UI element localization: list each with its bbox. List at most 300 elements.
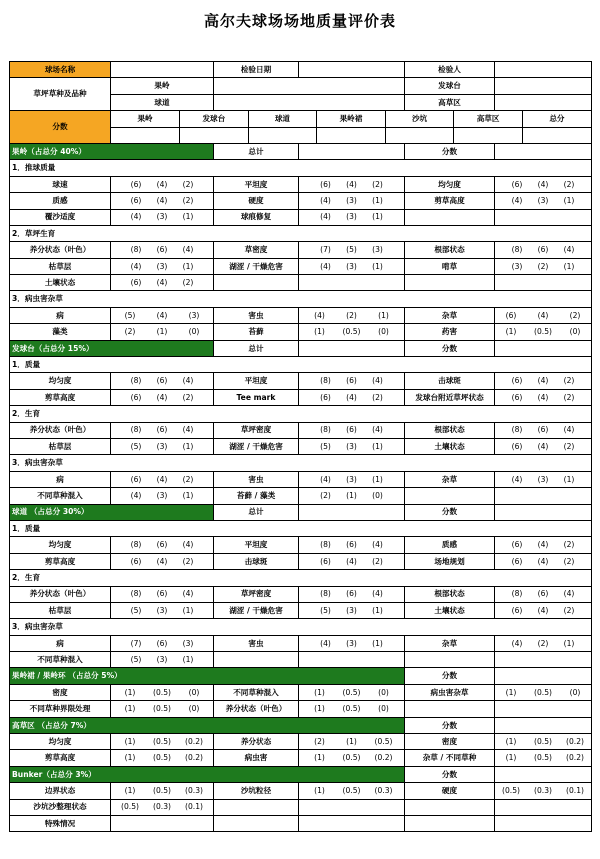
inspect-date-value[interactable] [299, 62, 405, 78]
course-name-value[interactable] [111, 62, 214, 78]
score-options[interactable] [299, 193, 405, 209]
score-option[interactable]: (3) [156, 654, 168, 664]
score-option[interactable]: (6) [511, 392, 523, 402]
score-option[interactable]: (6) [320, 556, 331, 566]
score-option[interactable]: (4) [372, 425, 383, 435]
score-option[interactable]: (0.5) [374, 736, 393, 746]
score-option[interactable]: (2) [563, 540, 575, 550]
score-options[interactable] [495, 553, 592, 569]
score-options[interactable] [299, 258, 405, 274]
score-options[interactable] [111, 242, 214, 258]
score-option[interactable]: (0.5) [152, 704, 171, 714]
score-option[interactable]: (1) [182, 441, 194, 451]
score-option[interactable]: (3) [156, 212, 168, 222]
score-option[interactable]: (2) [569, 310, 581, 320]
score-options[interactable] [111, 537, 214, 553]
score-option[interactable]: (6) [130, 392, 142, 402]
score-option[interactable]: (6) [156, 540, 168, 550]
rough-section-score-value[interactable] [495, 717, 592, 733]
score-option[interactable]: (6) [156, 638, 168, 648]
score-option[interactable]: (3) [537, 474, 549, 484]
special-value[interactable] [111, 815, 214, 831]
score-options[interactable] [111, 438, 214, 454]
score-option[interactable]: (8) [511, 245, 523, 255]
score-option[interactable]: (0) [188, 687, 200, 697]
score-options[interactable] [495, 324, 592, 340]
score-option[interactable]: (4) [372, 540, 383, 550]
score-option[interactable]: (5) [130, 605, 142, 615]
score-option[interactable]: (1) [372, 261, 383, 271]
score-option[interactable]: (0.5) [342, 753, 361, 763]
score-option[interactable]: (6) [511, 441, 523, 451]
score-option[interactable]: (1) [314, 687, 325, 697]
score-option[interactable]: (1) [182, 212, 194, 222]
score-options[interactable] [299, 324, 405, 340]
score-option[interactable]: (0.2) [184, 736, 203, 746]
score-options[interactable] [495, 750, 592, 766]
score-option[interactable]: (1) [314, 704, 325, 714]
score-option[interactable]: (1) [372, 212, 383, 222]
score-options[interactable] [111, 734, 214, 750]
score-option[interactable]: (0) [569, 327, 581, 337]
score-option[interactable]: (0.5) [533, 753, 552, 763]
score-option[interactable]: (4) [537, 605, 549, 615]
score-option[interactable]: (3) [346, 196, 357, 206]
score-option[interactable]: (4) [537, 556, 549, 566]
score-option[interactable]: (6) [346, 540, 357, 550]
score-option[interactable]: (2) [182, 179, 194, 189]
score-option[interactable]: (4) [563, 425, 575, 435]
score-option[interactable]: (2) [563, 179, 575, 189]
score-options[interactable] [111, 652, 214, 668]
score-option[interactable]: (0.3) [374, 786, 393, 796]
score-option[interactable]: (1) [182, 654, 194, 664]
score-option[interactable]: (0.3) [533, 786, 552, 796]
score-options[interactable] [299, 537, 405, 553]
score-option[interactable]: (2) [372, 179, 383, 189]
score-option[interactable]: (1) [182, 491, 194, 501]
score-options[interactable] [111, 422, 214, 438]
score-option[interactable]: (6) [156, 245, 168, 255]
score-option[interactable]: (4) [320, 474, 331, 484]
score-option[interactable]: (0.2) [184, 753, 203, 763]
score-options[interactable] [299, 389, 405, 405]
score-option[interactable]: (5) [130, 441, 142, 451]
score-option[interactable]: (1) [505, 753, 517, 763]
score-options[interactable] [111, 701, 214, 717]
score-option[interactable]: (0.2) [374, 753, 393, 763]
score-option[interactable]: (2) [182, 277, 194, 287]
score-option[interactable]: (3) [188, 310, 200, 320]
score-option[interactable]: (1) [124, 736, 136, 746]
score-option[interactable]: (4) [346, 179, 357, 189]
score-option[interactable]: (8) [320, 540, 331, 550]
score-options[interactable] [299, 471, 405, 487]
score-option[interactable]: (0.5) [533, 736, 552, 746]
score-options[interactable] [495, 258, 592, 274]
score-options[interactable] [299, 750, 405, 766]
score-options[interactable] [111, 750, 214, 766]
score-option[interactable]: (7) [130, 638, 142, 648]
score-option[interactable]: (2) [563, 605, 575, 615]
score-option[interactable]: (4) [156, 310, 168, 320]
score-option[interactable]: (3) [511, 261, 523, 271]
score-option[interactable]: (3) [156, 441, 168, 451]
score-option[interactable]: (4) [182, 425, 194, 435]
score-option[interactable]: (1) [563, 638, 575, 648]
score-option[interactable]: (1) [505, 327, 517, 337]
score-option[interactable]: (1) [314, 753, 325, 763]
score-options[interactable] [495, 438, 592, 454]
score-option[interactable]: (2) [563, 556, 575, 566]
score-option[interactable]: (1) [372, 441, 383, 451]
score-option[interactable]: (2) [124, 327, 136, 337]
score-option[interactable]: (0.5) [342, 786, 361, 796]
score-option[interactable]: (0) [188, 704, 200, 714]
score-option[interactable]: (0.2) [565, 736, 584, 746]
score-option[interactable]: (1) [346, 736, 357, 746]
bunker-section-score-value[interactable] [495, 766, 592, 782]
score-option[interactable]: (4) [537, 540, 549, 550]
score-option[interactable]: (6) [505, 310, 517, 320]
score-option[interactable]: (1) [124, 786, 136, 796]
score-option[interactable]: (8) [130, 245, 142, 255]
score-options[interactable] [111, 275, 214, 291]
score-option[interactable]: (1) [314, 327, 325, 337]
score-option[interactable]: (4) [346, 556, 357, 566]
score-option[interactable]: (2) [346, 310, 357, 320]
score-option[interactable]: (1) [505, 687, 517, 697]
score-options[interactable] [495, 635, 592, 651]
score-option[interactable]: (4) [537, 310, 549, 320]
score-option[interactable]: (6) [130, 474, 142, 484]
score-option[interactable]: (4) [130, 212, 142, 222]
score-options[interactable] [495, 193, 592, 209]
score-option[interactable]: (1) [563, 261, 575, 271]
tee-section-total-value[interactable] [299, 340, 405, 356]
collar-section-score-value[interactable] [495, 668, 592, 684]
score-option[interactable]: (4) [156, 556, 168, 566]
score-option[interactable]: (8) [130, 589, 142, 599]
score-option[interactable]: (4) [182, 245, 194, 255]
score-option[interactable]: (0.5) [342, 704, 361, 714]
score-option[interactable]: (0.5) [152, 753, 171, 763]
score-option[interactable]: (0.5) [342, 687, 361, 697]
score-option[interactable]: (0.5) [152, 687, 171, 697]
score-option[interactable]: (2) [182, 556, 194, 566]
score-option[interactable]: (4) [156, 392, 168, 402]
score-options[interactable] [111, 488, 214, 504]
score-option[interactable]: (2) [372, 556, 383, 566]
score-option[interactable]: (6) [130, 179, 142, 189]
score-options[interactable] [111, 176, 214, 192]
score-option[interactable]: (4) [563, 589, 575, 599]
score-option[interactable]: (4) [130, 491, 142, 501]
score-options[interactable] [495, 389, 592, 405]
green-section-score-value[interactable] [495, 143, 592, 159]
score-option[interactable]: (4) [372, 589, 383, 599]
score-option[interactable]: (4) [511, 474, 523, 484]
score-options[interactable] [299, 635, 405, 651]
header-sub-cell[interactable] [317, 128, 386, 143]
score-options[interactable] [111, 684, 214, 700]
score-option[interactable]: (4) [156, 196, 168, 206]
score-option[interactable]: (6) [537, 245, 549, 255]
score-option[interactable]: (4) [511, 638, 523, 648]
header-sub-cell[interactable] [522, 128, 591, 143]
score-options[interactable] [495, 537, 592, 553]
score-option[interactable]: (6) [130, 556, 142, 566]
score-option[interactable]: (1) [182, 605, 194, 615]
score-options[interactable] [111, 602, 214, 618]
score-option[interactable]: (0) [372, 491, 383, 501]
score-option[interactable]: (5) [124, 310, 136, 320]
score-options[interactable] [111, 783, 214, 799]
score-option[interactable]: (6) [346, 425, 357, 435]
score-option[interactable]: (6) [130, 277, 142, 287]
score-option[interactable]: (6) [511, 376, 523, 386]
score-option[interactable]: (0.5) [342, 327, 361, 337]
score-option[interactable]: (2) [537, 261, 549, 271]
score-option[interactable]: (1) [182, 261, 194, 271]
score-option[interactable]: (4) [130, 261, 142, 271]
score-options[interactable] [111, 209, 214, 225]
score-options[interactable] [111, 373, 214, 389]
score-option[interactable]: (6) [156, 589, 168, 599]
score-option[interactable]: (6) [156, 425, 168, 435]
turf-tee-value[interactable] [495, 78, 592, 94]
score-options[interactable] [111, 635, 214, 651]
score-option[interactable]: (1) [563, 474, 575, 484]
score-options[interactable] [111, 307, 214, 323]
score-option[interactable]: (4) [537, 376, 549, 386]
score-options[interactable] [495, 783, 592, 799]
score-option[interactable]: (4) [537, 179, 549, 189]
score-option[interactable]: (8) [320, 589, 331, 599]
score-option[interactable]: (1) [124, 704, 136, 714]
score-option[interactable]: (4) [182, 589, 194, 599]
score-options[interactable] [299, 586, 405, 602]
score-option[interactable]: (3) [182, 638, 194, 648]
score-option[interactable]: (8) [511, 589, 523, 599]
score-option[interactable]: (0) [569, 687, 581, 697]
score-option[interactable]: (6) [320, 392, 331, 402]
score-option[interactable]: (6) [346, 589, 357, 599]
score-option[interactable]: (4) [182, 376, 194, 386]
score-option[interactable]: (4) [320, 196, 331, 206]
score-option[interactable]: (4) [511, 196, 523, 206]
score-options[interactable] [299, 488, 405, 504]
score-options[interactable] [299, 422, 405, 438]
header-sub-cell[interactable] [180, 128, 249, 143]
score-options[interactable] [111, 586, 214, 602]
score-options[interactable] [299, 242, 405, 258]
score-option[interactable]: (0.5) [152, 736, 171, 746]
score-option[interactable]: (0) [378, 327, 389, 337]
score-option[interactable]: (3) [346, 212, 357, 222]
score-option[interactable]: (3) [372, 245, 383, 255]
score-option[interactable]: (6) [130, 196, 142, 206]
score-option[interactable]: (1) [124, 753, 136, 763]
score-option[interactable]: (0) [378, 704, 389, 714]
score-option[interactable]: (8) [130, 425, 142, 435]
score-option[interactable]: (0.3) [152, 802, 171, 812]
score-options[interactable] [111, 324, 214, 340]
score-option[interactable]: (8) [130, 540, 142, 550]
score-options[interactable] [299, 373, 405, 389]
score-options[interactable] [495, 373, 592, 389]
score-option[interactable]: (6) [320, 179, 331, 189]
score-options[interactable] [299, 602, 405, 618]
score-option[interactable]: (1) [378, 310, 389, 320]
score-options[interactable] [111, 258, 214, 274]
score-option[interactable]: (3) [346, 605, 357, 615]
score-option[interactable]: (2) [372, 392, 383, 402]
score-option[interactable]: (6) [511, 540, 523, 550]
score-option[interactable]: (6) [537, 425, 549, 435]
score-option[interactable]: (3) [156, 261, 168, 271]
score-option[interactable]: (2) [182, 474, 194, 484]
score-options[interactable] [495, 734, 592, 750]
score-option[interactable]: (2) [314, 736, 325, 746]
score-option[interactable]: (4) [320, 638, 331, 648]
score-option[interactable]: (2) [563, 376, 575, 386]
score-options[interactable] [495, 176, 592, 192]
score-option[interactable]: (3) [537, 196, 549, 206]
score-options[interactable] [299, 209, 405, 225]
score-option[interactable]: (3) [346, 441, 357, 451]
score-option[interactable]: (6) [511, 179, 523, 189]
score-option[interactable]: (4) [314, 310, 325, 320]
score-option[interactable]: (5) [320, 441, 331, 451]
turf-fairway-value[interactable] [214, 94, 405, 110]
score-option[interactable]: (1) [346, 491, 357, 501]
header-sub-cell[interactable] [248, 128, 317, 143]
score-options[interactable] [495, 471, 592, 487]
score-option[interactable]: (5) [130, 654, 142, 664]
score-option[interactable]: (5) [346, 245, 357, 255]
score-option[interactable]: (5) [320, 605, 331, 615]
score-option[interactable]: (8) [130, 376, 142, 386]
score-option[interactable]: (1) [156, 327, 168, 337]
score-options[interactable] [299, 553, 405, 569]
score-option[interactable]: (4) [563, 245, 575, 255]
score-options[interactable] [299, 307, 405, 323]
score-option[interactable]: (4) [182, 540, 194, 550]
score-option[interactable]: (3) [346, 474, 357, 484]
score-option[interactable]: (0.2) [565, 753, 584, 763]
score-options[interactable] [495, 307, 592, 323]
score-options[interactable] [495, 586, 592, 602]
score-option[interactable]: (4) [156, 474, 168, 484]
score-option[interactable]: (4) [156, 179, 168, 189]
score-option[interactable]: (6) [511, 605, 523, 615]
score-options[interactable] [111, 389, 214, 405]
score-option[interactable]: (0.3) [184, 786, 203, 796]
score-options[interactable] [299, 684, 405, 700]
score-option[interactable]: (8) [511, 425, 523, 435]
score-option[interactable]: (4) [537, 441, 549, 451]
score-option[interactable]: (1) [563, 196, 575, 206]
score-options[interactable] [111, 799, 214, 815]
score-option[interactable]: (1) [314, 786, 325, 796]
score-options[interactable] [495, 422, 592, 438]
turf-green-value[interactable] [214, 78, 405, 94]
score-option[interactable]: (4) [156, 277, 168, 287]
score-options[interactable] [495, 684, 592, 700]
score-option[interactable]: (0.1) [565, 786, 584, 796]
score-option[interactable]: (6) [511, 556, 523, 566]
header-sub-cell[interactable] [385, 128, 454, 143]
score-option[interactable]: (0.5) [533, 687, 552, 697]
score-option[interactable]: (6) [537, 589, 549, 599]
score-options[interactable] [299, 176, 405, 192]
score-option[interactable]: (0) [188, 327, 200, 337]
score-options[interactable] [111, 553, 214, 569]
score-option[interactable]: (0.5) [152, 786, 171, 796]
score-option[interactable]: (1) [372, 638, 383, 648]
score-option[interactable]: (0.5) [533, 327, 552, 337]
score-option[interactable]: (1) [372, 474, 383, 484]
fairway-section-score-value[interactable] [495, 504, 592, 520]
fairway-section-total-value[interactable] [299, 504, 405, 520]
score-option[interactable]: (1) [372, 605, 383, 615]
score-option[interactable]: (0) [378, 687, 389, 697]
score-option[interactable]: (4) [320, 212, 331, 222]
score-options[interactable] [111, 193, 214, 209]
score-option[interactable]: (7) [320, 245, 331, 255]
score-option[interactable]: (0.5) [120, 802, 139, 812]
score-option[interactable]: (0.1) [184, 802, 203, 812]
score-option[interactable]: (6) [156, 376, 168, 386]
score-option[interactable]: (1) [124, 687, 136, 697]
score-option[interactable]: (2) [182, 196, 194, 206]
score-option[interactable]: (1) [372, 196, 383, 206]
header-sub-cell[interactable] [454, 128, 523, 143]
score-option[interactable]: (2) [563, 392, 575, 402]
score-option[interactable]: (3) [156, 605, 168, 615]
score-options[interactable] [495, 602, 592, 618]
score-option[interactable]: (6) [346, 376, 357, 386]
score-option[interactable]: (2) [563, 441, 575, 451]
tee-section-score-value[interactable] [495, 340, 592, 356]
score-options[interactable] [495, 242, 592, 258]
score-option[interactable]: (4) [372, 376, 383, 386]
score-options[interactable] [299, 783, 405, 799]
score-option[interactable]: (4) [320, 261, 331, 271]
score-option[interactable]: (4) [346, 392, 357, 402]
score-option[interactable]: (3) [156, 491, 168, 501]
score-option[interactable]: (3) [346, 638, 357, 648]
header-sub-cell[interactable] [111, 128, 180, 143]
score-option[interactable]: (8) [320, 425, 331, 435]
score-option[interactable]: (1) [505, 736, 517, 746]
score-options[interactable] [299, 438, 405, 454]
score-option[interactable]: (2) [182, 392, 194, 402]
score-option[interactable]: (2) [320, 491, 331, 501]
score-options[interactable] [299, 734, 405, 750]
score-options[interactable] [299, 701, 405, 717]
inspector-value[interactable] [495, 62, 592, 78]
score-option[interactable]: (0.5) [501, 786, 520, 796]
green-section-total-value[interactable] [299, 143, 405, 159]
score-option[interactable]: (3) [346, 261, 357, 271]
score-option[interactable]: (2) [537, 638, 549, 648]
turf-rough-value[interactable] [495, 94, 592, 110]
score-option[interactable]: (4) [537, 392, 549, 402]
score-options[interactable] [111, 471, 214, 487]
score-option[interactable]: (8) [320, 376, 331, 386]
